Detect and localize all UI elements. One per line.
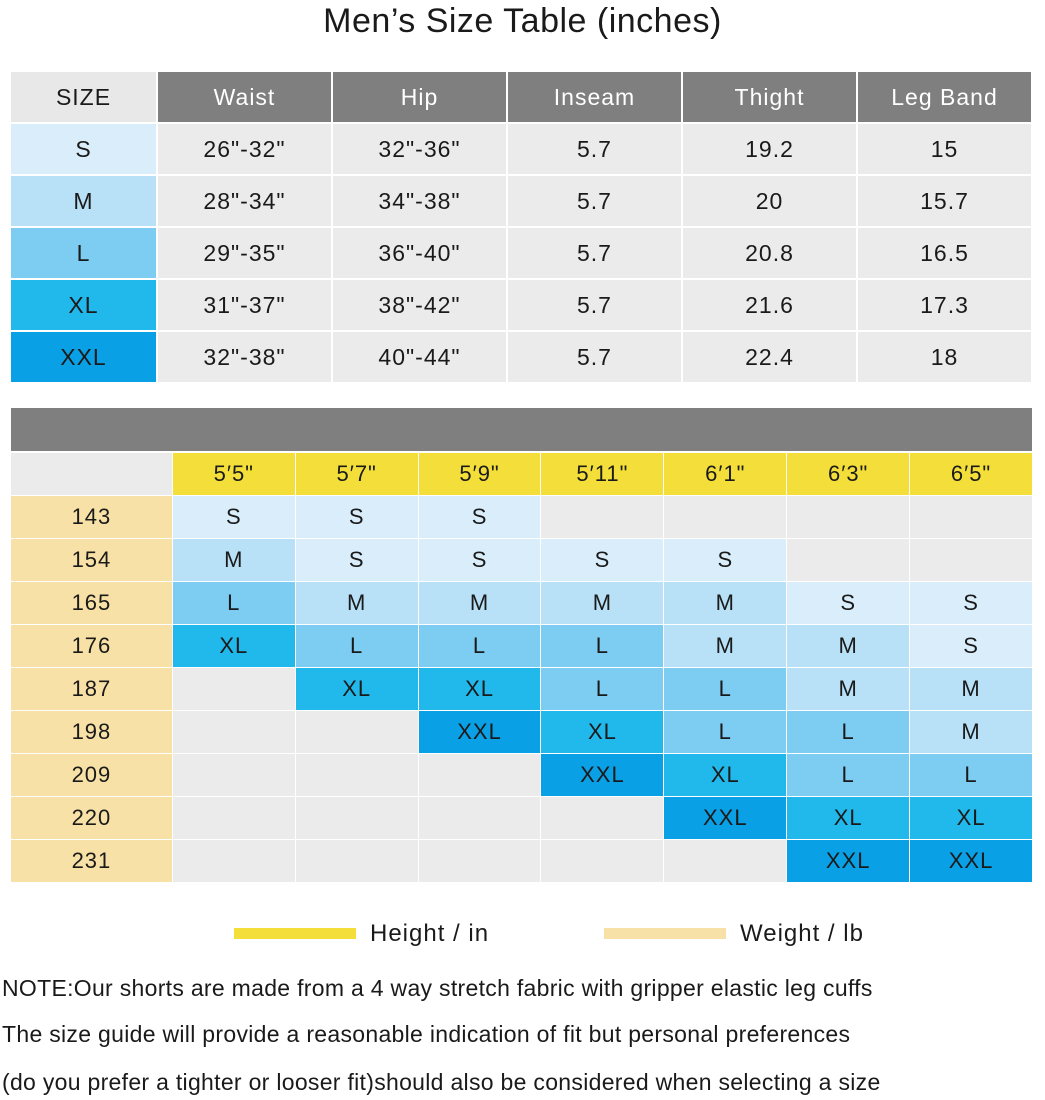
size-cell: L [419, 625, 541, 667]
size-cell: L [173, 582, 295, 624]
inseam-value: 5.7 [508, 176, 681, 226]
size-cell: M [173, 539, 295, 581]
size-cell: L [910, 754, 1032, 796]
grid-header-bar [11, 408, 1032, 451]
size-cell: S [173, 496, 295, 538]
grid-body [11, 496, 1032, 882]
thigh-value: 21.6 [683, 280, 856, 330]
note-line: (do you prefer a tighter or looser fit)should also be considered when selecting a size [2, 1069, 881, 1095]
height-weight-size-grid [11, 453, 1032, 882]
weight-label: 209 [11, 754, 172, 796]
thigh-value: 19.2 [683, 124, 856, 174]
header-inseam: Inseam [508, 72, 681, 122]
empty-cell [419, 754, 541, 796]
height-label: 6′5" [910, 453, 1032, 495]
waist-value: 29"-35" [158, 228, 331, 278]
size-label: XXL [11, 332, 156, 382]
weight-label: 220 [11, 797, 172, 839]
size-label: XL [11, 280, 156, 330]
size-cell: M [664, 625, 786, 667]
size-label: L [11, 228, 156, 278]
size-cell: XXL [419, 711, 541, 753]
size-cell: S [296, 496, 418, 538]
size-label: M [11, 176, 156, 226]
weight-label: 187 [11, 668, 172, 710]
thigh-value: 20 [683, 176, 856, 226]
size-cell: XXL [664, 797, 786, 839]
table-row [11, 280, 1032, 330]
note-line: The size guide will provide a reasonable indication of fit but personal preferences [2, 1021, 851, 1047]
size-cell: L [787, 754, 909, 796]
grid-row [11, 797, 1032, 839]
empty-cell [296, 754, 418, 796]
size-cell: XL [787, 797, 909, 839]
grid-row [11, 539, 1032, 581]
size-cell: S [910, 625, 1032, 667]
size-cell: XL [541, 711, 663, 753]
size-cell: M [787, 625, 909, 667]
size-cell: S [910, 582, 1032, 624]
leg-band-value: 18 [858, 332, 1031, 382]
empty-cell [173, 668, 295, 710]
table-row [11, 176, 1032, 226]
grid-row [11, 625, 1032, 667]
size-cell: XL [173, 625, 295, 667]
size-cell: L [296, 625, 418, 667]
size-cell: M [419, 582, 541, 624]
header-size: SIZE [11, 72, 156, 122]
empty-cell [419, 840, 541, 882]
table-row [11, 124, 1032, 174]
size-cell: L [664, 668, 786, 710]
hip-value: 36"-40" [333, 228, 506, 278]
size-cell: S [541, 539, 663, 581]
leg-band-value: 16.5 [858, 228, 1031, 278]
inseam-value: 5.7 [508, 280, 681, 330]
empty-cell [664, 496, 786, 538]
waist-value: 31"-37" [158, 280, 331, 330]
waist-value: 26"-32" [158, 124, 331, 174]
size-cell: S [419, 496, 541, 538]
size-measurement-table [11, 72, 1032, 382]
waist-value: 28"-34" [158, 176, 331, 226]
hip-value: 40"-44" [333, 332, 506, 382]
weight-label: 165 [11, 582, 172, 624]
header-leg-band: Leg Band [858, 72, 1031, 122]
height-label: 5′7" [296, 453, 418, 495]
size-cell: L [541, 668, 663, 710]
empty-cell [173, 754, 295, 796]
height-label: 6′3" [787, 453, 909, 495]
header-waist: Waist [158, 72, 331, 122]
size-cell: M [910, 668, 1032, 710]
size-cell: XXL [787, 840, 909, 882]
grid-corner [11, 453, 172, 495]
note-line: NOTE:Our shorts are made from a 4 way stretch fabric with gripper elastic leg cuffs [2, 975, 873, 1001]
header-hip: Hip [333, 72, 506, 122]
empty-cell [173, 797, 295, 839]
height-header-row [11, 453, 1032, 495]
size-cell: S [419, 539, 541, 581]
height-label: 5′9" [419, 453, 541, 495]
size-label: S [11, 124, 156, 174]
grid-row [11, 754, 1032, 796]
header-thigh: Thight [683, 72, 856, 122]
grid-row [11, 840, 1032, 882]
thigh-value: 20.8 [683, 228, 856, 278]
empty-cell [541, 840, 663, 882]
height-legend-label: Height / in [370, 920, 490, 947]
empty-cell [910, 539, 1032, 581]
grid-row [11, 668, 1032, 710]
hip-value: 38"-42" [333, 280, 506, 330]
height-label: 5′5" [173, 453, 295, 495]
inseam-value: 5.7 [508, 228, 681, 278]
size-cell: M [541, 582, 663, 624]
weight-label: 198 [11, 711, 172, 753]
table-header-row [11, 72, 1032, 122]
hip-value: 32"-36" [333, 124, 506, 174]
empty-cell [664, 840, 786, 882]
empty-cell [541, 797, 663, 839]
weight-label: 231 [11, 840, 172, 882]
empty-cell [787, 539, 909, 581]
hip-value: 34"-38" [333, 176, 506, 226]
size-cell: M [296, 582, 418, 624]
leg-band-value: 15.7 [858, 176, 1031, 226]
weight-label: 154 [11, 539, 172, 581]
size-cell: S [664, 539, 786, 581]
empty-cell [296, 711, 418, 753]
inseam-value: 5.7 [508, 124, 681, 174]
height-legend-swatch [234, 928, 356, 939]
empty-cell [173, 711, 295, 753]
weight-legend-label: Weight / lb [740, 920, 864, 947]
inseam-value: 5.7 [508, 332, 681, 382]
grid-row [11, 711, 1032, 753]
height-label: 6′1" [664, 453, 786, 495]
size-cell: XL [419, 668, 541, 710]
leg-band-value: 17.3 [858, 280, 1031, 330]
size-cell: XXL [541, 754, 663, 796]
empty-cell [541, 496, 663, 538]
size-cell: XL [296, 668, 418, 710]
waist-value: 32"-38" [158, 332, 331, 382]
grid-row [11, 496, 1032, 538]
thigh-value: 22.4 [683, 332, 856, 382]
weight-label: 176 [11, 625, 172, 667]
size-cell: L [787, 711, 909, 753]
size-cell: XL [664, 754, 786, 796]
height-label: 5′11" [541, 453, 663, 495]
page-title: Men’s Size Table (inches) [323, 2, 722, 40]
leg-band-value: 15 [858, 124, 1031, 174]
size-cell: XXL [910, 840, 1032, 882]
weight-legend-swatch [604, 928, 726, 939]
size-cell: M [664, 582, 786, 624]
size-cell: S [787, 582, 909, 624]
size-cell: M [910, 711, 1032, 753]
size-cell: XL [910, 797, 1032, 839]
grid-row [11, 582, 1032, 624]
legend [0, 915, 1045, 955]
empty-cell [296, 797, 418, 839]
size-cell: L [541, 625, 663, 667]
empty-cell [787, 496, 909, 538]
weight-label: 143 [11, 496, 172, 538]
empty-cell [910, 496, 1032, 538]
size-cell: S [296, 539, 418, 581]
empty-cell [296, 840, 418, 882]
table-row [11, 228, 1032, 278]
size-cell: L [664, 711, 786, 753]
empty-cell [173, 840, 295, 882]
size-cell: M [787, 668, 909, 710]
table-row [11, 332, 1032, 382]
empty-cell [419, 797, 541, 839]
